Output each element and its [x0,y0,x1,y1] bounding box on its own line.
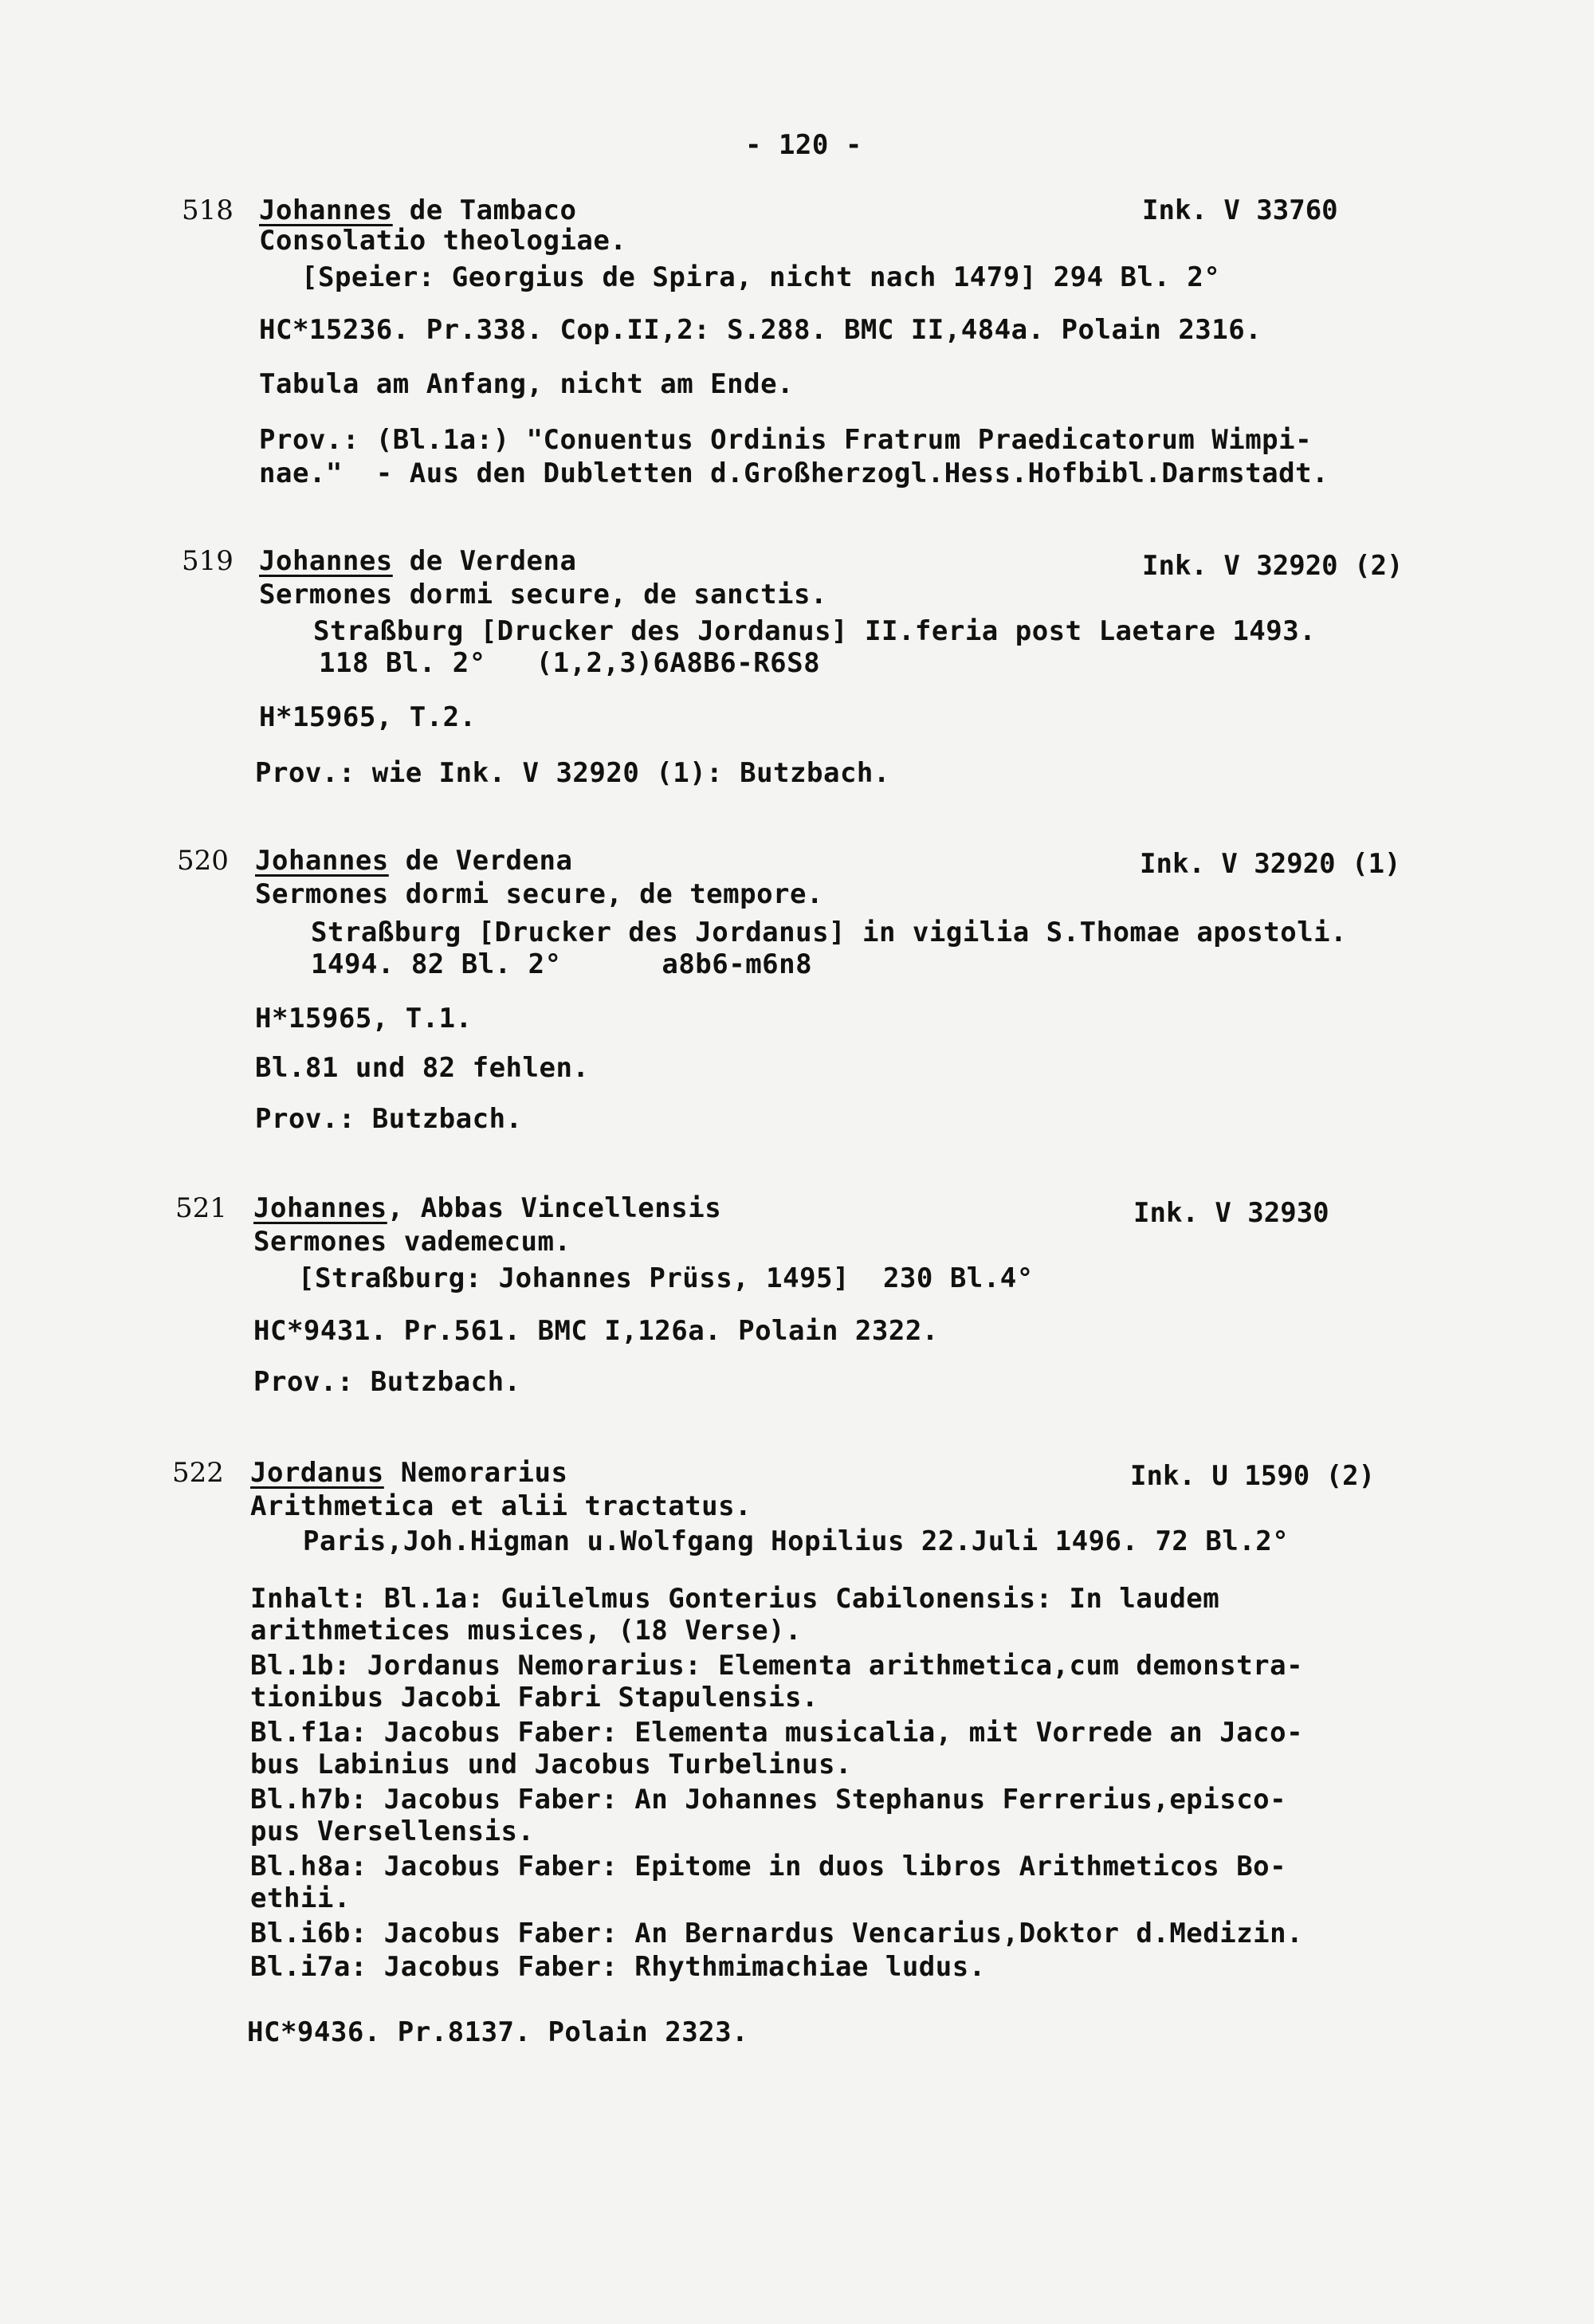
entry-line: Bl.1b: Jordanus Nemorarius: Elementa arithmetica,cum demonstra- [250,1650,1304,1682]
entry-line: Bl.i7a: Jacobus Faber: Rhythmimachiae ludus. [250,1951,986,1983]
entry-heading [253,1192,721,1224]
entry-line: Sermones dormi secure, de tempore. [255,878,823,910]
entry-heading [255,845,572,877]
entry-line: ethii. [250,1882,351,1914]
entry-number: 521 [175,1192,227,1224]
entry-line: H*15965, T.1. [255,1003,473,1034]
entry-line: H*15965, T.2. [259,701,477,733]
entry-line: pus Versellensis. [250,1816,535,1847]
entry-heading [259,194,576,226]
author-name: Johannes [259,194,393,226]
entry-heading [250,1457,567,1489]
entry-line: Bl.h8a: Jacobus Faber: Epitome in duos libros Arithmeticos Bo- [250,1851,1287,1882]
author-name: Johannes [253,1192,387,1224]
entry-line: HC*15236. Pr.338. Cop.II,2: S.288. BMC II,484a. Polain 2316. [259,314,1262,346]
entry-line: [Straßburg: Johannes Prüss, 1495] 230 Bl.4° [298,1262,1034,1294]
entry-line: Prov.: wie Ink. V 32920 (1): Butzbach. [255,757,890,789]
entry-line: Straßburg [Drucker des Jordanus] II.feria post Laetare 1493. [313,615,1317,647]
entry-line: bus Labinius und Jacobus Turbelinus. [250,1749,852,1780]
inkunabel-signature: Ink. V 33760 [1142,194,1338,226]
inkunabel-signature: Ink. V 32930 [1133,1197,1329,1229]
entry-line: Bl.81 und 82 fehlen. [255,1052,590,1084]
author-rest: , Abbas Vincellensis [387,1192,722,1224]
entry-line: arithmetices musices, (18 Verse). [250,1615,803,1647]
entry-line: Sermones dormi secure, de sanctis. [259,579,827,610]
entry-line: Prov.: Butzbach. [255,1103,523,1135]
entry-line: HC*9431. Pr.561. BMC I,126a. Polain 2322. [253,1315,939,1347]
entry-line: Straßburg [Drucker des Jordanus] in vigilia S.Thomae apostoli. [311,917,1348,948]
entry-line: Prov.: Butzbach. [253,1366,521,1398]
author-name: Johannes [259,545,393,577]
author-rest: de Verdena [392,545,577,577]
entry-line: Bl.h7b: Jacobus Faber: An Johannes Stephanus Ferrerius,episco- [250,1784,1287,1816]
author-rest: de Verdena [388,845,573,877]
entry-line: Prov.: (Bl.1a:) "Conuentus Ordinis Fratrum Praedicatorum Wimpi- [259,424,1313,456]
entry-line: Tabula am Anfang, nicht am Ende. [259,368,795,400]
entry-line: 1494. 82 Bl. 2° a8b6-m6n8 [311,948,813,980]
entry-line: tionibus Jacobi Fabri Stapulensis. [250,1682,819,1714]
inkunabel-signature: Ink. V 32920 (2) [1142,550,1404,582]
entry-line: Arithmetica et alii tractatus. [250,1490,752,1522]
entry-line: Paris,Joh.Higman u.Wolfgang Hopilius 22.Juli 1496. 72 Bl.2° [303,1525,1290,1557]
entry-line: Bl.i6b: Jacobus Faber: An Bernardus Vencarius,Doktor d.Medizin. [250,1918,1304,1949]
entry-line: [Speier: Georgius de Spira, nicht nach 1479] 294 Bl. 2° [301,261,1221,293]
entry-number: 522 [172,1457,224,1489]
inkunabel-signature: Ink. V 32920 (1) [1140,848,1401,880]
entry-line: Sermones vademecum. [253,1226,571,1258]
page-number: - 120 - [745,129,862,161]
author-name: Johannes [255,845,389,877]
entry-line: HC*9436. Pr.8137. Polain 2323. [247,2016,749,2048]
entry-line: Inhalt: Bl.1a: Guilelmus Gonterius Cabilonensis: In laudem [250,1583,1220,1615]
entry-number: 520 [177,845,229,877]
entry-line: nae." - Aus den Dubletten d.Großherzogl.Hess.Hofbibl.Darmstadt. [259,457,1329,489]
entry-line: Consolatio theologiae. [259,225,627,257]
entry-number: 518 [182,194,234,226]
inkunabel-signature: Ink. U 1590 (2) [1130,1460,1376,1492]
author-rest: Nemorarius [383,1457,568,1489]
author-rest: de Tambaco [392,194,577,226]
author-name: Jordanus [250,1457,384,1489]
entry-line: Bl.f1a: Jacobus Faber: Elementa musicalia, mit Vorrede an Jaco- [250,1717,1304,1749]
entry-line: 118 Bl. 2° (1,2,3)6A8B6-R6S8 [319,647,821,679]
entry-heading [259,545,576,577]
entry-number: 519 [182,545,234,577]
